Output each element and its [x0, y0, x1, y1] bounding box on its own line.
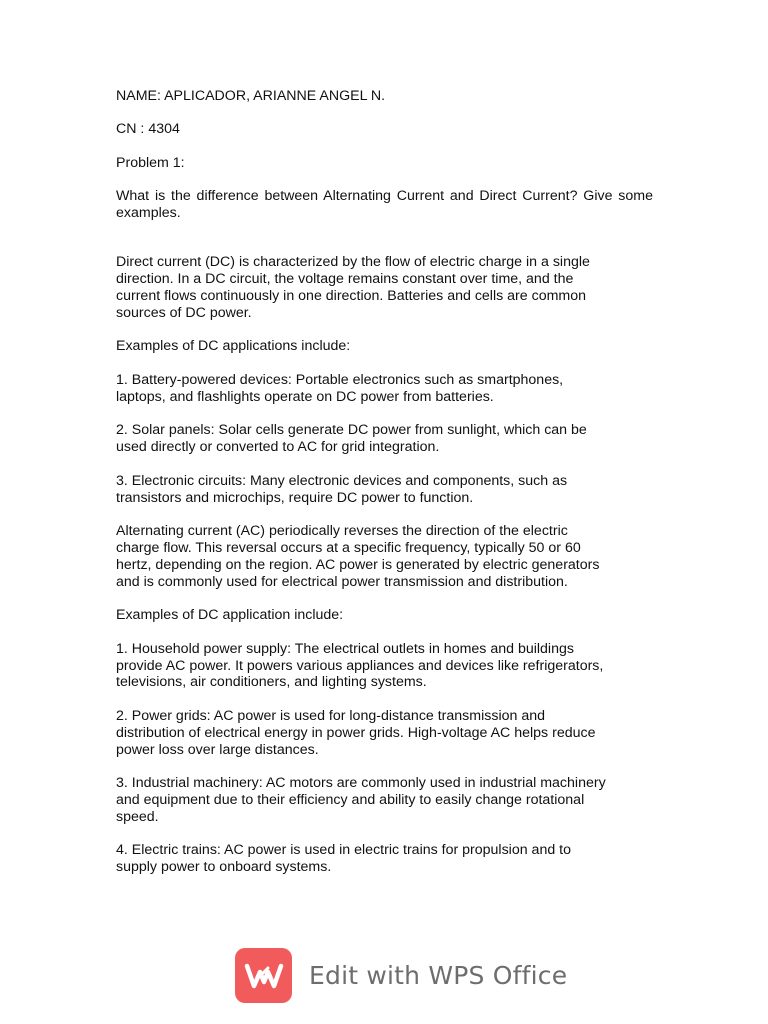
ac-example-item: 4. Electric trains: AC power is used in electric trains for propulsion and to supply power to onboard systems.	[116, 842, 571, 876]
ac-intro-paragraph: Alternating current (AC) periodically reverses the direction of the electric charge flow. This reversal occurs at a specific frequency, typically 50 or 60 hertz, depending on the region. AC power is generated by electric generators and is commonly used for electrical power transmission and distribution.	[116, 523, 600, 590]
ac-example-item: 3. Industrial machinery: AC motors are commonly used in industrial machinery and equipment due to their efficiency and ability to easily change rotational speed.	[116, 775, 606, 825]
wps-label: Edit with WPS Office	[309, 961, 568, 990]
dc-example-item: 3. Electronic circuits: Many electronic devices and components, such as transistors and microchips, require DC power to function.	[116, 472, 568, 506]
dc-intro-paragraph: Direct current (DC) is characterized by the flow of electric charge in a single direction. In a DC circuit, the voltage remains constant over time, and the current flows continuously in one direction. Batteries and cells are common sources of DC power.	[116, 254, 590, 321]
dc-example-item: 1. Battery-powered devices: Portable electronics such as smartphones, laptops, and flashlights operate on DC power from batteries.	[116, 372, 564, 405]
dc-examples-heading: Examples of DC applications include:	[116, 338, 351, 355]
name-line: NAME: APLICADOR, ARIANNE ANGEL N.	[116, 88, 386, 104]
wps-logo-icon	[235, 948, 292, 1003]
cn-line: CN : 4304	[116, 121, 180, 138]
edit-with-wps-banner[interactable]	[235, 948, 567, 1003]
document-body	[116, 88, 653, 876]
problem-label: Problem 1:	[116, 154, 185, 171]
dc-example-item: 2. Solar panels: Solar cells generate DC power from sunlight, which can be used directly or converted to AC for grid integration.	[116, 422, 587, 456]
ac-examples-heading: Examples of DC application include:	[116, 607, 344, 624]
ac-example-item: 1. Household power supply: The electrical outlets in homes and buildings provide AC power. It powers various appliances and devices like refrigerators, televisions, air conditioners, and lighting systems.	[116, 640, 604, 691]
question-text: What is the difference between Alternating Current and Direct Current? Give some examples.	[116, 187, 653, 221]
ac-example-item: 2. Power grids: AC power is used for long-distance transmission and distribution of electrical energy in power grids. High-voltage AC helps reduce power loss over large distances.	[116, 708, 596, 758]
